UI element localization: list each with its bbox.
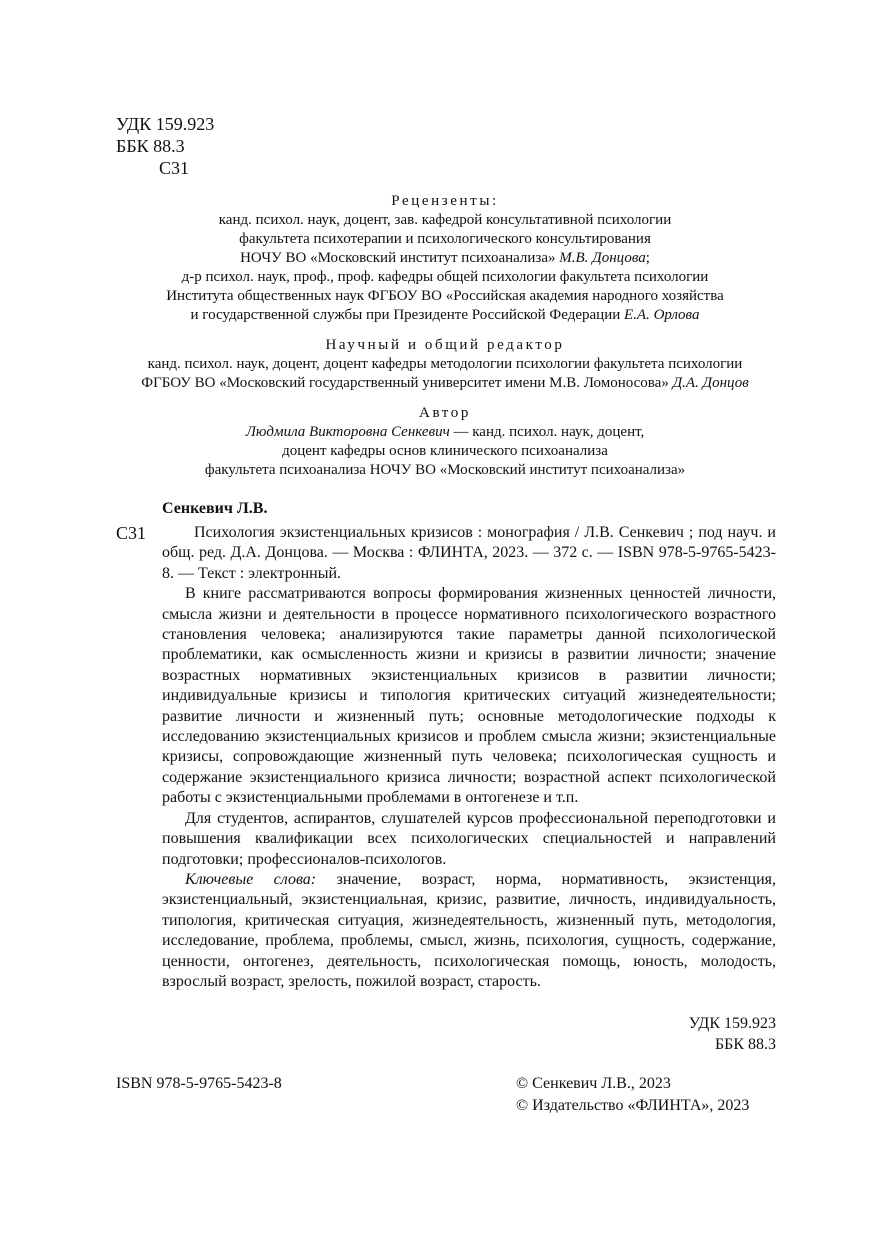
catalog-body [162, 523, 776, 992]
editor-name: Д.А. Донцов [672, 375, 749, 391]
reviewer-separator: ; [645, 250, 650, 266]
copyright-publisher: © Издательство «ФЛИНТА», 2023 [516, 1097, 750, 1114]
copyright-block [516, 1073, 749, 1117]
reviewer-name-2: Е.А. Орлова [624, 307, 700, 323]
author-section [110, 404, 780, 480]
audience-paragraph: Для студентов, аспирантов, слушателей курсов профессиональной переподготовки и повышения квалификации всех психологических специальностей и направлений подготовки; профессионалов-психологов. [162, 809, 776, 868]
keywords-label: Ключевые слова: [185, 870, 317, 888]
isbn: ISBN 978-5-9765-5423-8 [116, 1075, 282, 1092]
keywords-paragraph [162, 870, 776, 992]
author-name: Людмила Викторовна Сенкевич [245, 424, 450, 440]
reviewers-line-2: факультета психотерапии и психологического консультирования [239, 231, 651, 247]
reviewers-section [110, 192, 780, 325]
catalog-udk: УДК 159.923 [688, 1015, 776, 1032]
editor-line-2 [110, 374, 780, 393]
reviewer-name-1: М.В. Донцова [559, 250, 646, 266]
bbk-code: ББК 88.3 [116, 136, 185, 156]
reviewers-line-4: д-р психол. наук, проф., проф. кафедры общей психологии факультета психологии [181, 269, 709, 285]
copyright-author: © Сенкевич Л.В., 2023 [516, 1075, 671, 1092]
editor-line-1: канд. психол. наук, доцент, доцент кафедры методологии психологии факультета психологии [147, 356, 743, 372]
keywords-list: значение, возраст, норма, нормативность, экзистенция, экзистенциальный, экзистенциальная, кризис, развитие, личность, индивидуальность, типология, критическая ситуация, жизнедеятельность, жизненный путь, методология, исследование, проблема, проблемы, смысл, жизнь, психология, сущность, содержание, ценности, онтогенез, деятельность, психологическая помощь, юность, молодость, взрослый возраст, зрелость, пожилой возраст, старость. [162, 870, 777, 990]
reviewers-line-6 [110, 306, 780, 325]
catalog-bbk: ББК 88.3 [714, 1036, 776, 1053]
reviewer-affiliation-2: и государственной службы при Президенте Российской Федерации [190, 307, 624, 323]
reviewer-affiliation: НОЧУ ВО «Московский институт психоанализа» [240, 250, 560, 266]
author-line-1 [110, 423, 780, 442]
bibliographic-record: Психология экзистенциальных кризисов : монография / Л.В. Сенкевич ; под науч. и общ. ред. Д.А. Донцова. — Москва : ФЛИНТА, 2023. — 372 с. — ISBN 978-5-9765-5423-8. — Текст : электронный. [162, 524, 776, 582]
reviewers-title: Рецензенты: [391, 193, 499, 209]
annotation-paragraph: В книге рассматриваются вопросы формирования жизненных ценностей личности, смысла жизни и деятельности в процессе нормативного психологического возрастного становления человека; анализируются такие параметры данной психологической проблематики, как осмысленность жизни и кризисы в развитии личности; значение возрастных нормативных экзистенциальных кризисов в развитии личности; индивидуальные кризисы и типология критических ситуаций жизнедеятельности; развитие личности и жизненный путь; основные методологические подходы к исследованию экзистенциальных кризисов и проблем смысла жизни; экзистенциальные кризисы, сопровождающие жизненный путь человека; психологическая сущность и содержание экзистенциального кризиса личности; возрастной аспект психологической работы с экзистенциальными проблемами в онтогенезе и т.п. [162, 585, 776, 807]
reviewers-line-3 [110, 249, 780, 268]
author-line-3: факультета психоанализа НОЧУ ВО «Московский институт психоанализа» [204, 462, 686, 478]
catalog-author-heading: Сенкевич Л.В. [162, 500, 268, 517]
author-mark: С31 [159, 158, 190, 178]
author-title: Автор [419, 405, 471, 421]
catalog-mark: С31 [116, 523, 147, 543]
classification-codes [116, 113, 214, 179]
author-degree: — канд. психол. наук, доцент, [449, 424, 645, 440]
editor-section [110, 336, 780, 393]
reviewers-line-1: канд. психол. наук, доцент, зав. кафедрой консультативной психологии [218, 212, 672, 228]
udk-code: УДК 159.923 [116, 114, 215, 134]
catalog-codes [560, 1013, 776, 1055]
reviewers-line-5: Института общественных наук ФГБОУ ВО «Российская академия народного хозяйства [166, 288, 724, 304]
editor-affiliation: ФГБОУ ВО «Московский государственный университет имени М.В. Ломоносова» [141, 375, 673, 391]
editor-title: Научный и общий редактор [325, 337, 565, 353]
author-line-2: доцент кафедры основ клинического психоанализа [282, 443, 608, 459]
